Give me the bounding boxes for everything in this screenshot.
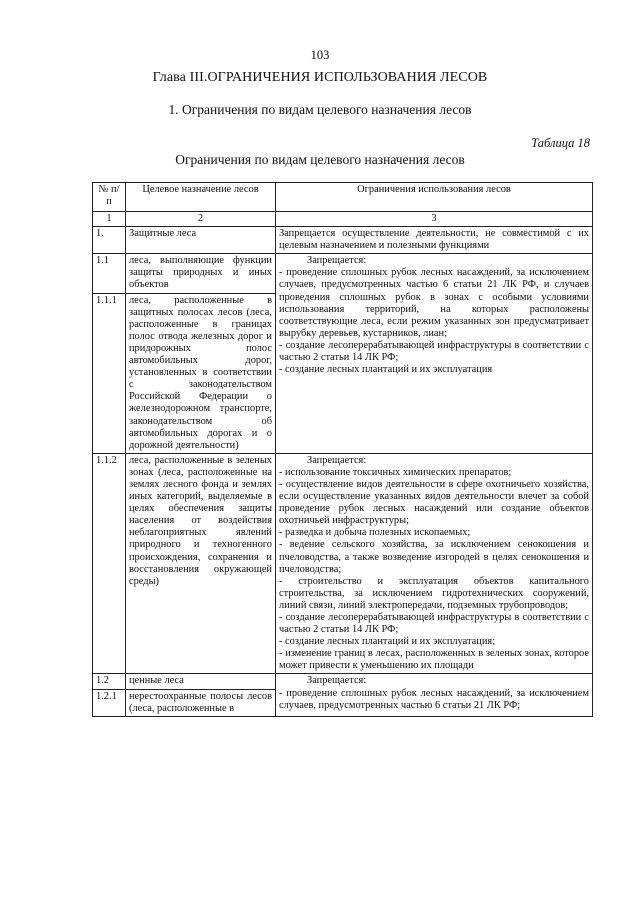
restriction-line: - создание лесных плантаций и их эксплуатация; <box>279 636 496 648</box>
row-restrictions <box>276 674 593 716</box>
chapter-title: Глава III.ОГРАНИЧЕНИЯ ИСПОЛЬЗОВАНИЯ ЛЕСОВ <box>152 70 488 85</box>
row-restrictions <box>276 227 593 254</box>
row-restrictions <box>276 453 593 674</box>
header-purpose: Целевое назначение лесов <box>126 183 276 212</box>
restriction-line: - использование токсичных химических препаратов; <box>279 466 512 478</box>
row-num: 1. <box>93 227 126 254</box>
table-row <box>93 227 593 254</box>
restriction-line: - проведение сплошных рубок лесных насаждений, за исключением случаев, предусмотренных частью 6 статьи 21 ЛК РФ; <box>279 687 589 711</box>
column-number-row <box>93 212 593 227</box>
row-num: 1.2 <box>93 674 126 689</box>
row-num: 1.1.2 <box>93 453 126 674</box>
row-restrictions <box>276 254 593 454</box>
restriction-line: - создание лесоперерабатывающей инфраструктуры в соответствии с частью 2 статьи 14 ЛК РФ; <box>279 339 589 364</box>
table-row <box>93 254 593 293</box>
restriction-line: - проведение сплошных рубок лесных насаждений, за исключением случаев, предусмотренных частью 6 статьи 21 ЛК РФ, и случаев проведения сплошных рубок в зонах с особыми условиями использования территорий, на которых расположены соответствующие леса, если режим указанных зон предусматривает вырубку деревьев, кустарников, лиан; <box>279 267 589 339</box>
restriction-line: - создание лесных плантаций и их эксплуатация <box>279 364 493 376</box>
restriction-line: Запрещается: <box>307 675 367 687</box>
row-purpose: Защитные леса <box>126 227 276 254</box>
row-purpose: леса, расположенные в зеленых зонах (леса, расположенные на землях лесного фонда и землях иных категорий, выделяемые в целях обеспечения защиты населения от воздействия неблагоприятных явлений природного и техногенного происхождения, сохранения и восстановления окружающей среды) <box>126 453 276 674</box>
col-number: 2 <box>126 212 276 227</box>
restriction-line: Запрещается: <box>307 454 367 466</box>
row-purpose: нерестоохранные полосы лесов (леса, расположенные в <box>126 689 276 716</box>
row-num: 1.2.1 <box>93 689 126 716</box>
restriction-line: - изменение границ в лесах, расположенных в зеленых зонах, которое может привести к уменьшению их площади <box>279 648 589 672</box>
row-num: 1.1 <box>93 254 126 293</box>
section-title: 1. Ограничения по видам целевого назначения лесов <box>168 102 472 117</box>
header-num: № п/п <box>93 183 126 212</box>
row-num: 1.1.1 <box>93 293 126 453</box>
restriction-line: Запрещается осуществление деятельности, не совместимой с их целевым назначением и полезными функциями <box>279 228 589 252</box>
restriction-line: Запрещается: <box>307 255 367 267</box>
restriction-line: - создание лесоперерабатывающей инфраструктуры в соответствии с частью 2 статьи 14 ЛК РФ; <box>279 612 589 636</box>
restriction-line: - осуществление видов деятельности в сфере охотничьего хозяйства, если осуществление указанных видов деятельности влечет за собой проведение рубок лесных насаждений или создание объектов охотничьей инфраструктуры; <box>279 478 589 527</box>
restriction-line: - строительство и эксплуатация объектов капитального строительства, за исключением гидротехнических сооружений, линий связи, линий электропередачи, подземных трубопроводов; <box>279 575 589 611</box>
restrictions-table <box>92 182 593 717</box>
table-row <box>93 453 593 674</box>
page-number: 103 <box>310 48 330 62</box>
row-purpose: леса, расположенные в защитных полосах лесов (леса, расположенные в границах полос отвода железных дорог и придорожных полос автомобильных дорог, установленных в соответствии с законодательством Российской Федерации о железнодорожном транспорте, законодательством об автомобильных дорогах и о дорожной деятельности) <box>126 293 276 453</box>
table-row <box>93 674 593 689</box>
row-purpose: ценные леса <box>126 674 276 689</box>
table-note: Таблица 18 <box>531 136 590 150</box>
header-restrictions: Ограничения использования лесов <box>276 183 593 212</box>
row-purpose: леса, выполняющие функции защиты природных и иных объектов <box>126 254 276 293</box>
col-number: 3 <box>276 212 593 227</box>
restriction-line: - разведка и добыча полезных ископаемых; <box>279 527 471 539</box>
table-header-row <box>93 183 593 212</box>
table-title: Ограничения по видам целевого назначения лесов <box>175 152 465 167</box>
col-number: 1 <box>93 212 126 227</box>
restriction-line: - ведение сельского хозяйства, за исключением сенокошения и пчеловодства, а также возведение изгородей в целях сенокошения и пчеловодства; <box>279 539 589 575</box>
